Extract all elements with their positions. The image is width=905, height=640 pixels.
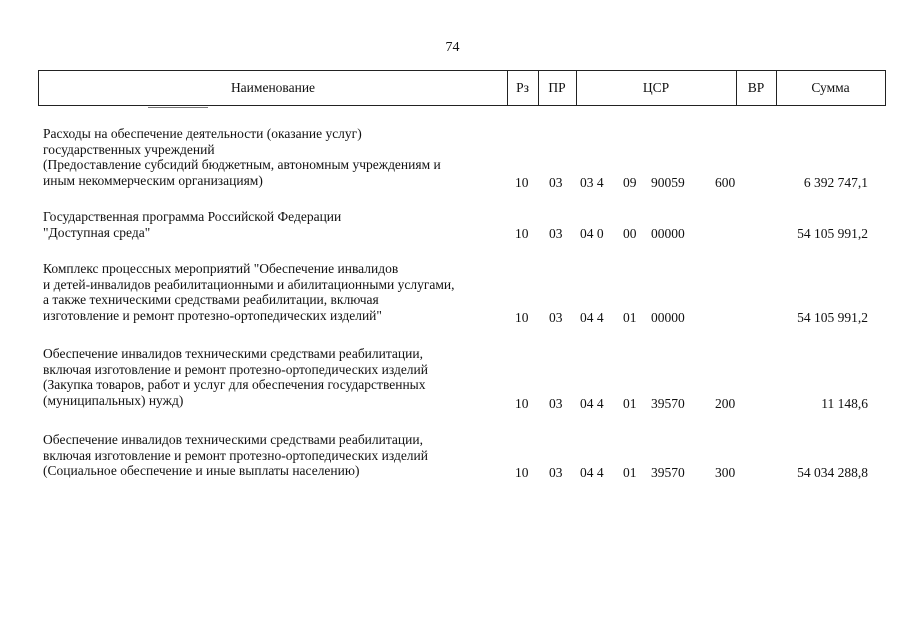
cell-csr-code: 00000 xyxy=(651,310,685,325)
row-name-line: изготовление и ремонт протезно-ортопедических изделий" xyxy=(43,307,382,323)
row-name-line: включая изготовление и ремонт протезно-ортопедических изделий xyxy=(43,447,428,463)
row-name-line: Комплекс процессных мероприятий "Обеспечение инвалидов xyxy=(43,261,399,276)
cell-csr-sub: 00 xyxy=(623,226,637,241)
header-pr: ПР xyxy=(538,71,577,105)
cell-csr-program: 03 4 xyxy=(580,175,604,190)
cell-csr-code: 90059 xyxy=(651,175,685,190)
cell-sum: 54 105 991,2 xyxy=(797,310,868,325)
cell-sum: 54 105 991,2 xyxy=(797,226,868,241)
cell-pr: 03 xyxy=(549,310,563,325)
cell-rz: 10 xyxy=(515,465,529,480)
row-name xyxy=(43,261,513,323)
row-name-line: государственных учреждений xyxy=(43,141,215,157)
cell-csr-sub: 01 xyxy=(623,396,637,411)
cell-sum: 54 034 288,8 xyxy=(797,465,868,480)
row-name-line: Государственная программа Российской Федерации xyxy=(43,209,342,224)
row-name xyxy=(43,209,513,240)
cell-csr-program: 04 4 xyxy=(580,396,604,411)
cell-csr-code: 39570 xyxy=(651,465,685,480)
cell-csr-program: 04 4 xyxy=(580,310,604,325)
row-name-line: Обеспечение инвалидов техническими средствами реабилитации, xyxy=(43,432,423,447)
cell-rz: 10 xyxy=(515,310,529,325)
row-name-line: (муниципальных) нужд) xyxy=(43,392,184,408)
cell-pr: 03 xyxy=(549,175,563,190)
cell-pr: 03 xyxy=(549,396,563,411)
cell-vr: 600 xyxy=(715,175,736,190)
row-name-line: "Доступная среда" xyxy=(43,224,151,240)
page-number: 74 xyxy=(445,40,460,55)
cell-pr: 03 xyxy=(549,226,563,241)
cell-csr-code: 00000 xyxy=(651,226,685,241)
header-vr: ВР xyxy=(736,71,777,105)
cell-csr-program: 04 4 xyxy=(580,465,604,480)
cell-csr-sub: 01 xyxy=(623,465,637,480)
table-header xyxy=(38,70,886,106)
cell-rz: 10 xyxy=(515,396,529,411)
scan-mark xyxy=(148,107,208,108)
cell-vr: 300 xyxy=(715,465,736,480)
cell-sum: 11 148,6 xyxy=(821,396,868,411)
cell-pr: 03 xyxy=(549,465,563,480)
row-name xyxy=(43,346,513,408)
cell-csr-sub: 01 xyxy=(623,310,637,325)
cell-sum: 6 392 747,1 xyxy=(803,175,868,190)
cell-vr: 200 xyxy=(715,396,736,411)
header-csr: ЦСР xyxy=(576,71,737,105)
row-name-line: и детей-инвалидов реабилитационными и абилитационными услугами, xyxy=(43,276,455,292)
row-name-line: включая изготовление и ремонт протезно-ортопедических изделий xyxy=(43,361,428,377)
row-name-line: (Предоставление субсидий бюджетным, автономным учреждениям и xyxy=(43,157,441,172)
cell-rz: 10 xyxy=(515,226,529,241)
row-name-line: (Социальное обеспечение и иные выплаты населению) xyxy=(43,463,360,478)
cell-csr-program: 04 0 xyxy=(580,226,604,241)
row-name xyxy=(43,432,513,479)
header-name: Наименование xyxy=(39,71,508,105)
row-name-line: а также техническими средствами реабилитации, включая xyxy=(43,292,379,307)
row-name-line: иным некоммерческим организациям) xyxy=(43,172,263,188)
row-name-line: Обеспечение инвалидов техническими средствами реабилитации, xyxy=(43,346,423,361)
header-sum: Сумма xyxy=(811,80,850,95)
cell-csr-code: 39570 xyxy=(651,396,685,411)
row-name-line: (Закупка товаров, работ и услуг для обеспечения государственных xyxy=(43,377,426,392)
cell-rz: 10 xyxy=(515,175,529,190)
row-name xyxy=(43,126,513,188)
cell-csr-sub: 09 xyxy=(623,175,637,190)
header-rz: Рз xyxy=(507,71,539,105)
row-name-line: Расходы на обеспечение деятельности (оказание услуг) xyxy=(43,126,362,141)
